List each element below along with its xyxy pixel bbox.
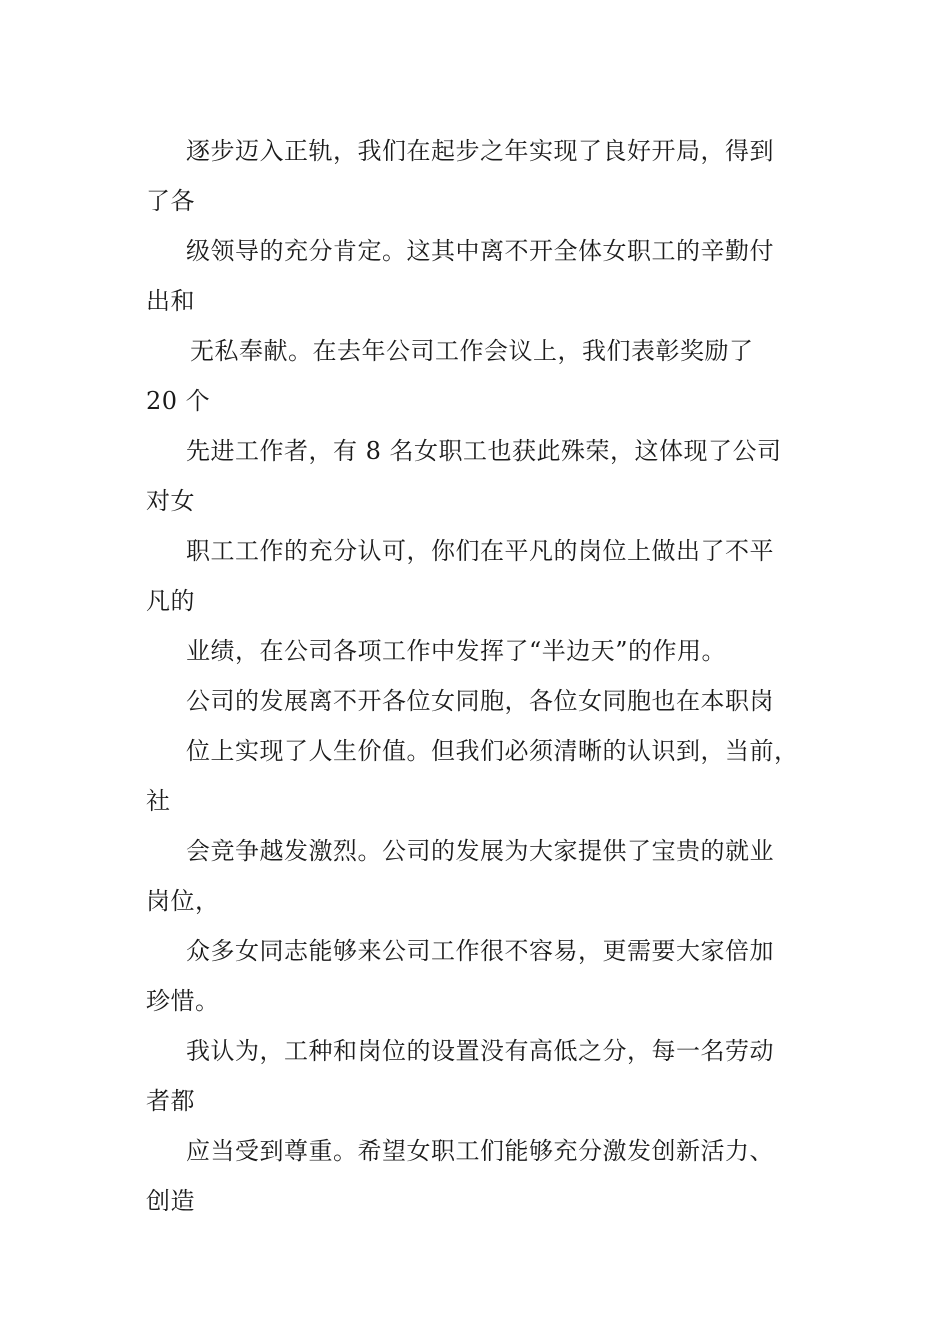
text-line: 无私奉献。在去年公司工作会议上，我们表彰奖励了 xyxy=(190,337,754,365)
text-line: 社 xyxy=(146,787,171,815)
text-line: 业绩，在公司各项工作中发挥了“半边天”的作用。 xyxy=(186,637,727,665)
text-line: 者都 xyxy=(146,1087,195,1115)
text-line: 20 个 xyxy=(146,387,211,415)
text-line: 级领导的充分肯定。这其中离不开全体女职工的辛勤付 xyxy=(186,237,774,265)
text-line: 职工工作的充分认可，你们在平凡的岗位上做出了不平 xyxy=(186,537,774,565)
text-line: 逐步迈入正轨，我们在起步之年实现了良好开局，得到 xyxy=(186,137,774,165)
text-line: 我认为，工种和岗位的设置没有高低之分，每一名劳动 xyxy=(186,1037,774,1065)
text-line: 公司的发展离不开各位女同胞，各位女同胞也在本职岗 xyxy=(186,687,774,715)
text-line: 创造 xyxy=(146,1187,195,1215)
text-line: 了各 xyxy=(146,187,195,215)
text-line: 应当受到尊重。希望女职工们能够充分激发创新活力、 xyxy=(186,1137,774,1165)
text-line: 凡的 xyxy=(146,587,195,615)
text-line: 珍惜。 xyxy=(146,987,220,1015)
text-line: 位上实现了人生价值。但我们必须清晰的认识到，当前， xyxy=(186,737,799,765)
text-line: 先进工作者，有 8 名女职工也获此殊荣，这体现了公司 xyxy=(186,437,782,465)
text-line: 会竞争越发激烈。公司的发展为大家提供了宝贵的就业 xyxy=(186,837,774,865)
text-line: 岗位， xyxy=(146,887,220,915)
text-line: 出和 xyxy=(146,287,195,315)
text-line: 众多女同志能够来公司工作很不容易，更需要大家倍加 xyxy=(186,937,774,965)
text-line: 对女 xyxy=(146,487,195,515)
